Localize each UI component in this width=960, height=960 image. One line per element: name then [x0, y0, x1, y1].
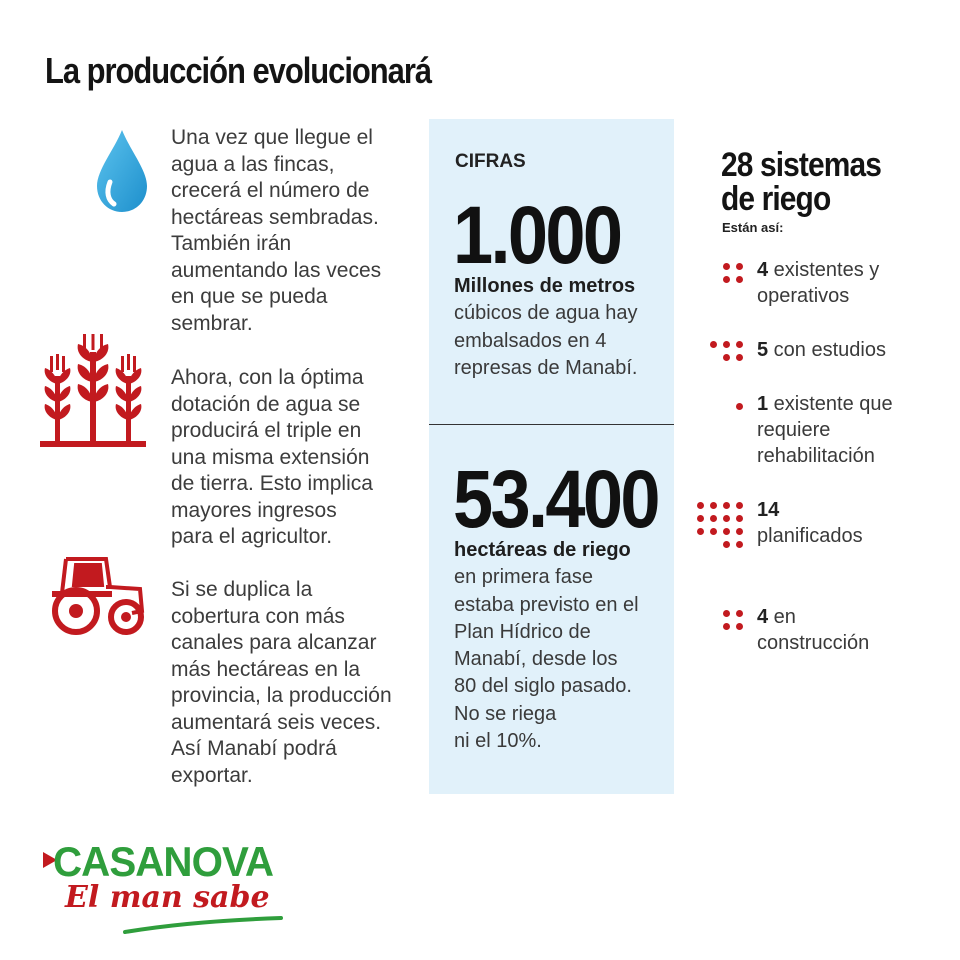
text-line: No se riega	[454, 702, 557, 725]
system-count: 4	[757, 259, 769, 281]
text-line: sembrar.	[171, 311, 253, 335]
panel-divider	[429, 424, 674, 425]
text-line: dotación de agua se	[171, 392, 361, 416]
figure-hectares-desc	[454, 537, 669, 755]
text-line: ni el 10%.	[454, 730, 542, 753]
figure-hectares-bold: hectáreas de riego	[454, 539, 631, 561]
cifras-label: CIFRAS	[455, 151, 526, 172]
text-line: embalsados en 4	[454, 329, 607, 352]
system-count: 1	[757, 393, 769, 415]
figure-volume-bold: Millones de metros	[454, 275, 636, 297]
text-line: Manabí, desde los	[454, 648, 618, 671]
figure-volume-desc	[454, 273, 669, 382]
system-studies	[757, 337, 947, 363]
figure-volume: 1.000	[453, 190, 621, 281]
text-line: cobertura con más	[171, 604, 345, 628]
text-line: represas de Manabí.	[454, 356, 638, 379]
figure-hectares: 53.400	[453, 454, 658, 545]
paragraph-tractor	[171, 577, 421, 789]
text-line: cúbicos de agua hay	[454, 302, 638, 325]
text-line: aumentando las veces	[171, 258, 382, 282]
text-line: en primera fase	[454, 566, 593, 589]
text-line: más hectáreas en la	[171, 657, 361, 681]
logo-swoosh-icon	[123, 916, 283, 936]
systems-title-line: de riego	[721, 180, 831, 218]
system-text: existente que	[768, 393, 893, 415]
text-line: hectáreas sembradas.	[171, 205, 379, 229]
system-construction	[757, 604, 947, 656]
system-text: planificados	[757, 525, 863, 547]
text-line: una misma extensión	[171, 445, 370, 469]
cifras-panel	[429, 119, 674, 794]
system-text: construcción	[757, 632, 870, 654]
text-line: crecerá el número de	[171, 179, 370, 202]
text-line: Si se duplica la	[171, 578, 313, 601]
system-text: requiere	[757, 419, 831, 441]
page-title: La producción evolucionará	[45, 50, 432, 91]
text-line: para el agricultor.	[171, 525, 333, 548]
text-line: Plan Hídrico de	[454, 620, 591, 643]
system-text: con estudios	[768, 339, 886, 361]
system-planned	[757, 497, 947, 549]
system-count: 14	[757, 499, 780, 521]
systems-title-line: 28 sistemas	[721, 146, 881, 184]
text-line: Una vez que llegue el	[171, 126, 373, 149]
wheat-crop-icon	[38, 334, 148, 450]
water-drop-icon	[94, 128, 150, 214]
text-line: mayores ingresos	[171, 498, 337, 522]
system-text: operativos	[757, 285, 850, 307]
text-line: canales para alcanzar	[171, 631, 377, 654]
systems-subtitle: Están así:	[722, 220, 784, 235]
text-line: de tierra. Esto implica	[171, 472, 373, 495]
text-line: Ahora, con la óptima	[171, 366, 364, 389]
system-count: 5	[757, 339, 769, 361]
text-line: producirá el triple en	[171, 419, 362, 442]
system-text: en	[768, 606, 796, 628]
system-count: 4	[757, 606, 769, 628]
text-line: Así Manabí podrá	[171, 737, 337, 760]
casanova-logo	[43, 838, 303, 938]
system-text: rehabilitación	[757, 445, 875, 467]
text-line: aumentará seis veces.	[171, 710, 382, 734]
system-rehab	[757, 391, 947, 469]
text-line: 80 del siglo pasado.	[454, 675, 632, 698]
text-line: en que se pueda	[171, 285, 328, 308]
text-line: También irán	[171, 232, 292, 255]
logo-brand: CASANOVA	[53, 838, 274, 885]
systems-title	[721, 148, 881, 216]
logo-tagline: El man sabe	[65, 880, 270, 915]
paragraph-water	[171, 125, 421, 337]
system-text: existentes y	[768, 259, 880, 281]
tractor-icon	[48, 553, 148, 635]
paragraph-crops	[171, 365, 421, 551]
text-line: provincia, la producción	[171, 684, 392, 707]
text-line: exportar.	[171, 763, 253, 787]
system-existing	[757, 257, 947, 309]
text-line: estaba previsto en el	[454, 593, 639, 616]
text-line: agua a las fincas,	[171, 152, 335, 176]
